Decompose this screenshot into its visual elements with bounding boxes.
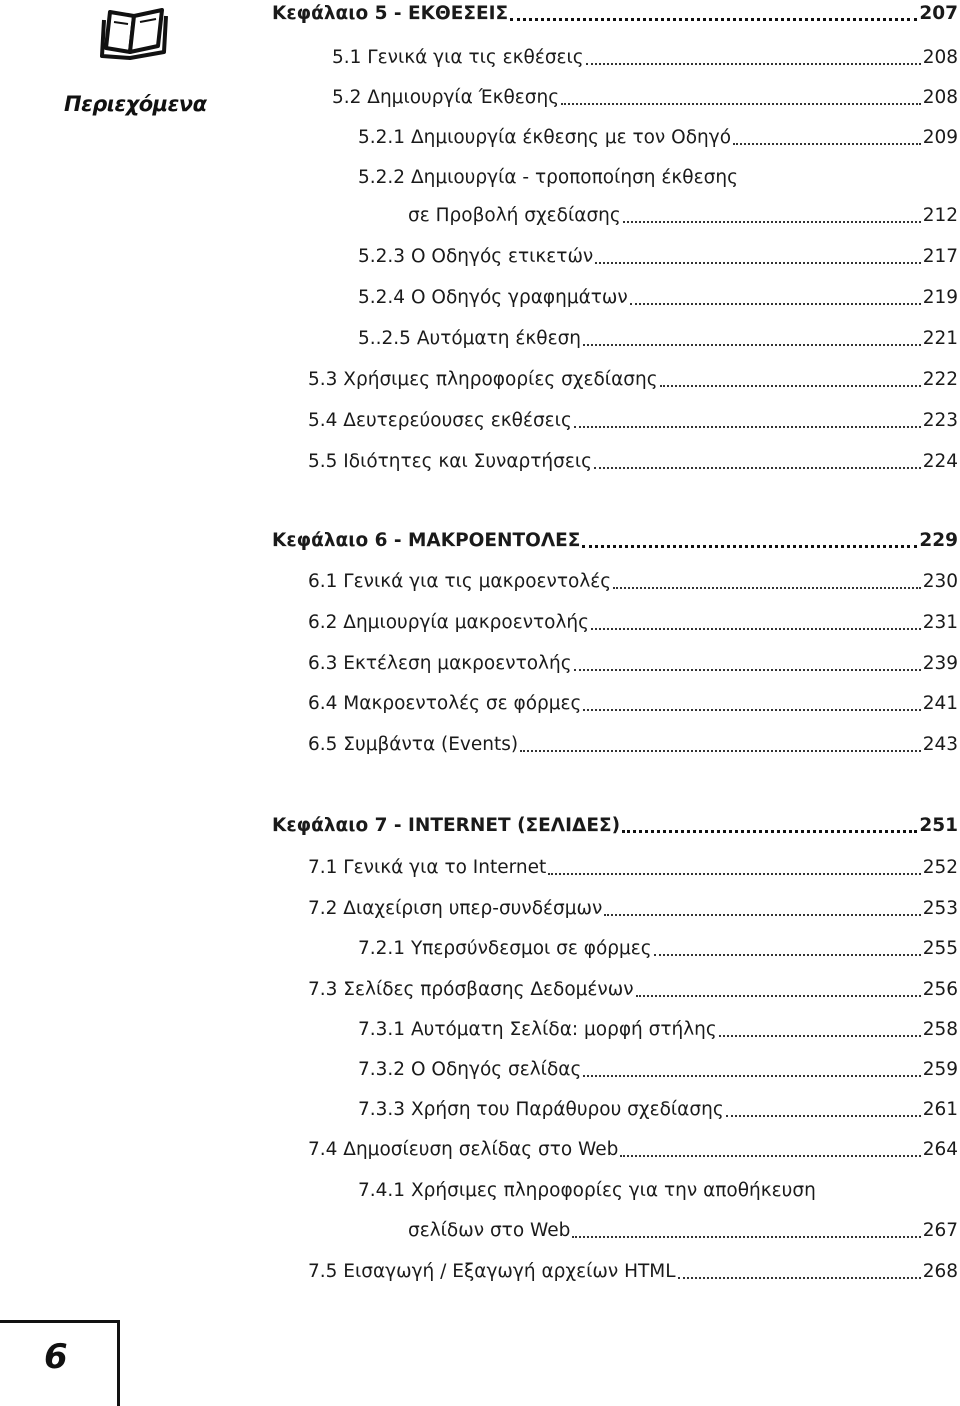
toc-entry-page: 207 (919, 3, 958, 24)
toc-entry-label: 6.3 Εκτέλεση μακροεντολής (308, 653, 572, 674)
dot-leader (583, 344, 921, 346)
dot-leader (561, 103, 921, 105)
dot-leader (636, 995, 921, 997)
dot-leader (548, 873, 920, 875)
toc-entry-label: 5.3 Χρήσιμες πληροφορίες σχεδίασης (308, 369, 658, 390)
toc-entry-label: 5.2.3 Ο Οδηγός ετικετών (358, 246, 594, 267)
toc-entry-label: 7.5 Εισαγωγή / Εξαγωγή αρχείων HTML (308, 1261, 676, 1282)
toc-entry-page: 208 (922, 87, 958, 108)
toc-entry-page: 255 (922, 938, 958, 959)
toc-entry-label: σελίδων στο Web (408, 1220, 571, 1241)
toc-entry-page: 259 (922, 1059, 958, 1080)
toc-entry-page: 252 (922, 857, 958, 878)
dot-leader (726, 1115, 921, 1117)
toc-entry (332, 84, 958, 112)
toc-entry-page: 217 (922, 246, 958, 267)
toc-chapter-entry (272, 527, 958, 555)
toc-entry-page: 268 (922, 1261, 958, 1282)
toc-entry-label: Κεφάλαιο 6 - ΜΑΚΡΟΕΝΤΟΛΕΣ (272, 530, 581, 551)
toc-entry (308, 448, 958, 476)
toc-entry (308, 1136, 958, 1164)
toc-entry (358, 935, 958, 963)
toc-entry-label: 5.2 Δημιουργία Έκθεσης (332, 87, 560, 108)
dot-leader (572, 1236, 920, 1238)
toc-entry-label: 7.3 Σελίδες πρόσβασης Δεδομένων (308, 979, 634, 1000)
toc-entry (408, 1217, 958, 1245)
toc-entry-label: 6.5 Συμβάντα (Events) (308, 734, 519, 755)
toc-entry-label: σε Προβολή σχεδίασης (408, 205, 621, 226)
toc-entry-label: 5.2.4 Ο Οδηγός γραφημάτων (358, 287, 628, 308)
dot-leader (595, 262, 920, 264)
toc-entry (358, 243, 958, 271)
toc-entry-page: 264 (922, 1139, 958, 1160)
toc-entry-page: 253 (922, 898, 958, 919)
toc-entry-page: 231 (922, 612, 958, 633)
toc-entry-label: 7.2.1 Υπερσύνδεσμοι σε φόρμες (358, 938, 652, 959)
dot-leader (520, 750, 921, 752)
toc-entry (358, 124, 958, 152)
toc-entry (358, 1096, 958, 1124)
toc-entry (308, 1258, 958, 1286)
toc-entry-label: 6.4 Μακροεντολές σε φόρμες (308, 693, 582, 714)
toc-entry-page: 251 (919, 815, 958, 836)
toc-entry: 5.2.2 Δημιουργία - τροποποίηση έκθεσης (358, 167, 738, 188)
toc-entry-label: 7.3.2 Ο Οδηγός σελίδας (358, 1059, 582, 1080)
dot-leader (583, 1075, 920, 1077)
toc-entry (308, 568, 958, 596)
toc-entry (308, 366, 958, 394)
dot-leader (510, 18, 917, 21)
toc-entry-page: 230 (922, 571, 958, 592)
toc-entry-page: 219 (922, 287, 958, 308)
dot-leader (654, 954, 921, 956)
toc-entry-label: 7.3.1 Αυτόματη Σελίδα: μορφή στήλης (358, 1019, 717, 1040)
dot-leader (574, 426, 921, 428)
dot-leader (594, 467, 921, 469)
toc-entry-page: 223 (922, 410, 958, 431)
dot-leader (678, 1277, 921, 1279)
dot-leader (630, 303, 921, 305)
toc-entry-page: 222 (922, 369, 958, 390)
toc-entry-page: 221 (922, 328, 958, 349)
toc-entry-label: 7.2 Διαχείριση υπερ-συνδέσμων (308, 898, 603, 919)
toc-chapter-entry (272, 0, 958, 28)
toc-entry (358, 325, 958, 353)
toc-entry-page: 212 (922, 205, 958, 226)
toc-entry-label: 6.1 Γενικά για τις μακροεντολές (308, 571, 612, 592)
toc-entry (308, 731, 958, 759)
page-number: 6 (44, 1337, 68, 1377)
dot-leader (719, 1035, 921, 1037)
dot-leader (620, 1155, 920, 1157)
dot-leader (591, 628, 921, 630)
toc-entry-page: 243 (922, 734, 958, 755)
toc-entry (308, 895, 958, 923)
toc-entry-page: 229 (919, 530, 958, 551)
toc-entry-label: 5..2.5 Αυτόματη έκθεση (358, 328, 582, 349)
toc-entry (358, 284, 958, 312)
toc-entry (308, 976, 958, 1004)
toc-entry-label: 7.3.3 Χρήση του Παράθυρου σχεδίασης (358, 1099, 724, 1120)
toc-entry (308, 407, 958, 435)
toc-entry (308, 609, 958, 637)
toc-entry-label: 5.4 Δευτερεύουσες εκθέσεις (308, 410, 572, 431)
open-book-icon (100, 4, 172, 60)
toc-entry-label: 5.1 Γενικά για τις εκθέσεις (332, 47, 584, 68)
toc-entry: 7.4.1 Χρήσιμες πληροφορίες για την αποθήκευση (358, 1180, 816, 1201)
toc-entry (358, 1016, 958, 1044)
toc-entry-label: 7.1 Γενικά για το Internet (308, 857, 547, 878)
dot-leader (660, 385, 921, 387)
toc-entry-page: 267 (922, 1220, 958, 1241)
dot-leader (623, 221, 921, 223)
dot-leader (583, 709, 920, 711)
toc-entry (308, 650, 958, 678)
toc-entry (408, 202, 958, 230)
toc-entry (308, 854, 958, 882)
toc-entry-label: 7.4 Δημοσίευση σελίδας στο Web (308, 1139, 619, 1160)
dot-leader (582, 545, 917, 548)
toc-entry-page: 224 (922, 451, 958, 472)
toc-entry (358, 1056, 958, 1084)
contents-heading: Περιεχόμενα (64, 92, 207, 116)
toc-entry (308, 690, 958, 718)
dot-leader (604, 914, 920, 916)
toc-entry (332, 44, 958, 72)
dot-leader (622, 830, 917, 833)
dot-leader (733, 143, 921, 145)
toc-entry-page: 261 (922, 1099, 958, 1120)
toc-entry-label: 5.2.1 Δημιουργία έκθεσης με τον Οδηγό (358, 127, 732, 148)
toc-entry-page: 256 (922, 979, 958, 1000)
toc-entry-label: 6.2 Δημιουργία μακροεντολής (308, 612, 590, 633)
toc-entry-page: 239 (922, 653, 958, 674)
toc-entry-label: 5.5 Ιδιότητες και Συναρτήσεις (308, 451, 593, 472)
page-number-box (0, 1320, 120, 1406)
toc-entry-label: Κεφάλαιο 7 - INTERNET (ΣΕΛΙΔΕΣ) (272, 815, 621, 836)
toc-entry-page: 209 (922, 127, 958, 148)
toc-entry-page: 241 (922, 693, 958, 714)
toc-chapter-entry (272, 812, 958, 840)
toc-entry-page: 258 (922, 1019, 958, 1040)
toc-entry-label: Κεφάλαιο 5 - ΕΚΘΕΣΕΙΣ (272, 3, 509, 24)
toc-entry-page: 208 (922, 47, 958, 68)
dot-leader (574, 669, 921, 671)
dot-leader (586, 63, 921, 65)
dot-leader (613, 587, 921, 589)
